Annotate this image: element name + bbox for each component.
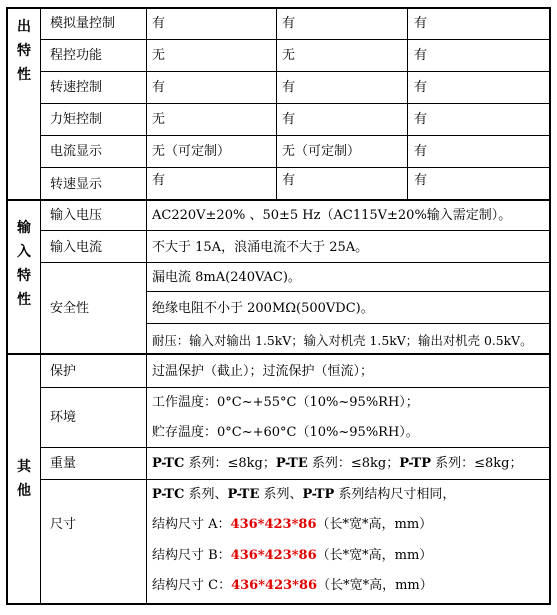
size-intro-text: 系列、 (259, 487, 303, 502)
cell-size-a (152, 517, 432, 533)
row-label-input-current: 输入电流 (50, 240, 103, 255)
cell-program-2: 无 (282, 48, 296, 63)
cell-speed-ctrl-1: 有 (152, 80, 166, 95)
size-dimension: 436*423*86 (231, 578, 318, 593)
row-label-environment: 环境 (50, 410, 77, 425)
row-label-analog: 模拟量控制 (50, 16, 116, 31)
cell-speed-ctrl-2: 有 (282, 80, 296, 95)
row-line (40, 230, 551, 231)
row-line (40, 262, 551, 263)
cell-size-c (152, 578, 433, 594)
cell-speed-disp-3: 有 (414, 173, 428, 188)
row-line (40, 447, 551, 448)
cell-analog-3: 有 (414, 16, 428, 31)
cell-program-3: 有 (414, 48, 428, 63)
size-suffix: （长*宽*高，mm） (317, 578, 433, 593)
model-label: P-TP (399, 456, 431, 471)
row-label-speed-disp: 转速显示 (50, 177, 103, 192)
row-line (40, 479, 551, 480)
size-intro-text: 系列结构尺寸相同， (334, 487, 456, 502)
cell-weight (152, 456, 523, 472)
cell-torque-1: 无 (152, 112, 166, 127)
cell-size-intro (152, 487, 455, 503)
weight-text: 系列：≤8kg； (431, 456, 523, 471)
border-bottom (6, 603, 551, 605)
spec-table (6, 7, 551, 605)
row-label-speed-ctrl: 转速控制 (50, 80, 103, 95)
section-title-input: 输 入 特 性 (17, 220, 31, 308)
border-right (549, 7, 551, 605)
size-suffix: （长*宽*高，mm） (316, 548, 433, 563)
cell-speed-ctrl-3: 有 (414, 80, 428, 95)
row-line (40, 135, 551, 136)
cell-current-disp-3: 有 (414, 144, 428, 159)
cell-input-current: 不大于 15A，浪涌电流不大于 25A。 (152, 240, 369, 255)
size-intro-text: 系列、 (184, 487, 228, 502)
section-title-other: 其 他 (17, 459, 31, 499)
row-line (40, 387, 551, 388)
cell-safety-line3: 耐压：输入对输出 1.5kV；输入对机壳 1.5kV；输出对机壳 0.5kV。 (152, 333, 533, 348)
cell-speed-disp-2: 有 (282, 173, 296, 188)
model-label: P-TC (152, 487, 185, 502)
row-label-program: 程控功能 (50, 48, 103, 63)
row-label-input-voltage: 输入电压 (50, 208, 103, 223)
cell-safety-line1: 漏电流 8mA(240VAC)。 (152, 270, 301, 285)
model-label: P-TP (302, 487, 335, 502)
row-label-weight: 重量 (50, 456, 77, 471)
cell-current-disp-1: 无（可定制） (152, 144, 231, 159)
cell-size-b (152, 548, 432, 564)
cell-environment-line2: 贮存温度：0°C~+60°C（10%~95%RH）。 (152, 425, 419, 440)
cell-environment-line1: 工作温度：0°C~+55°C（10%~95%RH）； (152, 395, 419, 410)
section-title-output: 出 特 性 (17, 19, 31, 83)
cell-input-voltage: AC220V±20% 、50±5 Hz（AC115V±20%输入需定制）。 (152, 208, 512, 223)
cell-protection: 过温保护（截止）；过流保护（恒流）； (152, 364, 374, 379)
row-label-current-disp: 电流显示 (50, 144, 103, 159)
row-line (40, 71, 551, 72)
col-line-section (40, 7, 41, 605)
size-dimension: 436*423*86 (230, 517, 317, 532)
row-label-size: 尺寸 (50, 517, 77, 532)
cell-program-1: 无 (152, 48, 166, 63)
model-label: P-TC (152, 456, 185, 471)
section-divider-1 (6, 199, 551, 201)
row-line (146, 323, 551, 324)
row-line (40, 39, 551, 40)
row-line (146, 291, 551, 292)
weight-text: 系列：≤8kg； (184, 456, 276, 471)
row-label-torque: 力矩控制 (50, 112, 103, 127)
section-divider-2 (6, 353, 551, 355)
model-label: P-TE (227, 487, 260, 502)
border-top (6, 7, 551, 9)
row-line (40, 167, 551, 168)
cell-analog-2: 有 (282, 16, 296, 31)
size-dimension: 436*423*86 (230, 548, 317, 563)
cell-torque-2: 有 (282, 112, 296, 127)
model-label: P-TE (275, 456, 308, 471)
cell-analog-1: 有 (152, 16, 166, 31)
size-prefix: 结构尺寸 C： (152, 578, 232, 593)
size-prefix: 结构尺寸 B： (152, 548, 231, 563)
cell-safety-line2: 绝缘电阻不小于 200MΩ(500VDC)。 (152, 301, 374, 316)
size-prefix: 结构尺寸 A： (152, 517, 231, 532)
weight-text: 系列：≤8kg； (307, 456, 400, 471)
cell-torque-3: 有 (414, 112, 428, 127)
cell-current-disp-2: 无（可定制） (282, 144, 361, 159)
row-label-safety: 安全性 (50, 301, 90, 316)
col-line-label (146, 7, 147, 605)
cell-speed-disp-1: 有 (152, 173, 166, 188)
row-line (40, 103, 551, 104)
size-suffix: （长*宽*高，mm） (316, 517, 433, 532)
row-label-protection: 保护 (50, 364, 77, 379)
